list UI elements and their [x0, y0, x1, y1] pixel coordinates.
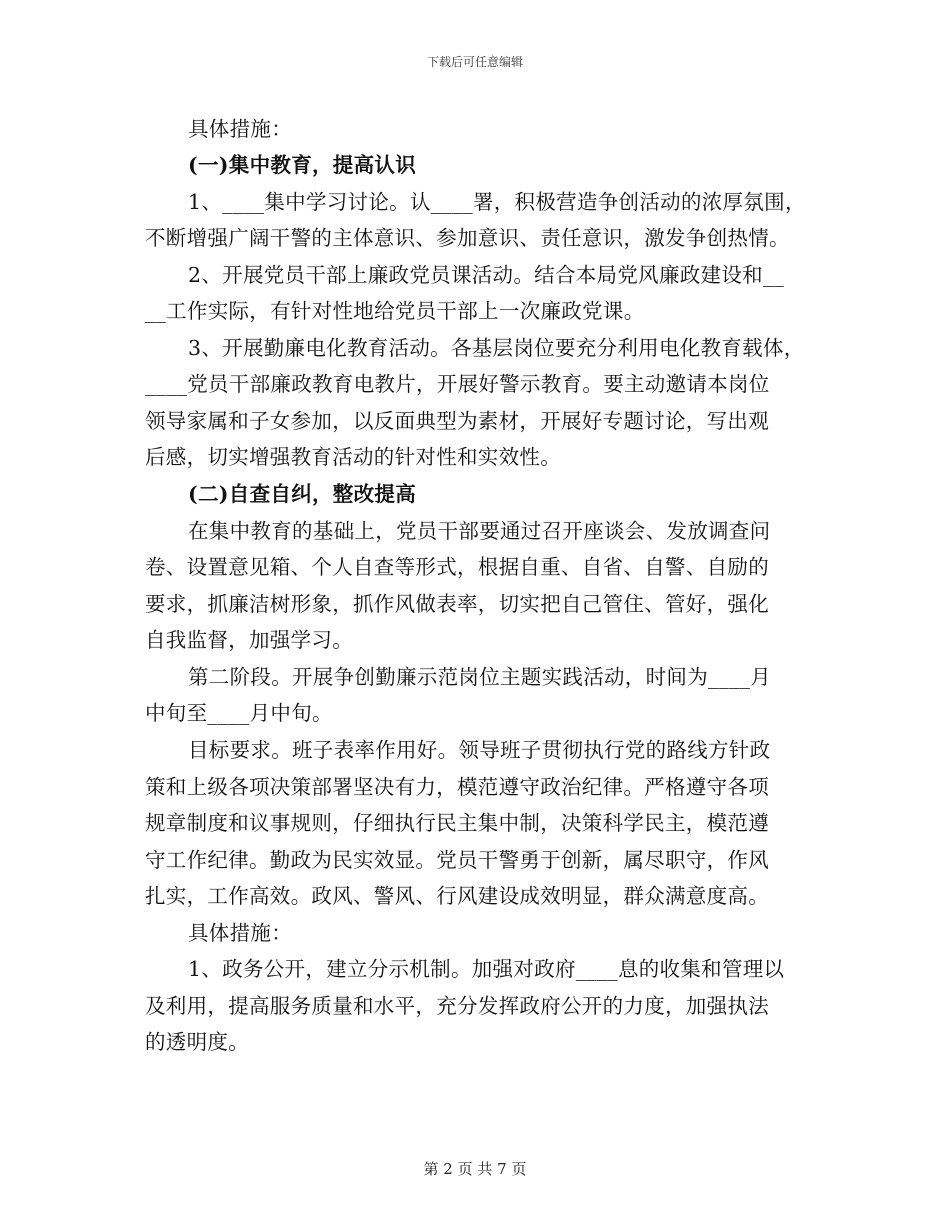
text-line: 第二阶段。开展争创勤廉示范岗位主题实践活动，时间为____月: [188, 665, 771, 689]
text-line: 目标要求。班子表率作用好。领导班子贯彻执行党的路线方针政: [188, 738, 771, 762]
text-line: 在集中教育的基础上，党员干部要通过召开座谈会、发放调查问: [188, 519, 771, 543]
text-line: 及利用，提高服务质量和水平，充分发挥政府公开的力度，加强执法: [145, 994, 769, 1018]
section-heading: (一)集中教育，提高认识: [188, 153, 416, 177]
text-line: 自我监督，加强学习。: [145, 628, 353, 652]
text-line: 不断增强广阔干警的主体意识、参加意识、责任意识，激发争创热情。: [145, 226, 790, 250]
text-line: ____党员干部廉政教育电教片，开展好警示教育。要主动邀请本岗位: [145, 372, 770, 396]
text-line: 后感，切实增强教育活动的针对性和实效性。: [145, 445, 561, 469]
text-line: 1、政务公开，建立分示机制。加强对政府____息的收集和管理以: [188, 957, 785, 981]
page-header: 下载后可任意编辑: [426, 55, 523, 69]
text-line: 的透明度。: [145, 1030, 249, 1054]
text-line: 1、____集中学习讨论。认____署，积极营造争创活动的浓厚氛围，: [188, 190, 806, 214]
text-line: 具体措施：: [188, 921, 292, 945]
page-number: 第 2 页 共 7 页: [423, 1160, 527, 1178]
text-line: 守工作纪律。勤政为民实效显。党员干警勇于创新，属尽职守，作风: [145, 848, 769, 872]
text-line: 具体措施：: [188, 117, 292, 141]
text-line: 扎实，工作高效。政风、警风、行风建设成效明显，群众满意度高。: [145, 884, 769, 908]
text-line: __工作实际，有针对性地给党员干部上一次廉政党课。: [145, 299, 645, 323]
text-line: 中旬至____月中旬。: [145, 701, 333, 725]
text-line: 策和上级各项决策部署坚决有力，模范遵守政治纪律。严格遵守各项: [145, 775, 769, 799]
section-heading: (二)自查自纠，整改提高: [188, 482, 416, 506]
text-line: 卷、设置意见箱、个人自查等形式，根据自重、自省、自警、自励的: [145, 555, 769, 579]
text-line: 3、开展勤廉电化教育活动。各基层岗位要充分利用电化教育载体，: [188, 336, 805, 360]
text-line: 要求，抓廉洁树形象，抓作风做表率，切实把自己管住、管好，强化: [145, 592, 769, 616]
text-line: 规章制度和议事规则，仔细执行民主集中制，决策科学民主，模范遵: [145, 811, 769, 835]
text-line: 2、开展党员干部上廉政党员课活动。结合本局党风廉政建设和__: [188, 263, 785, 287]
text-line: 领导家属和子女参加，以反面典型为素材，开展好专题讨论，写出观: [145, 409, 769, 433]
